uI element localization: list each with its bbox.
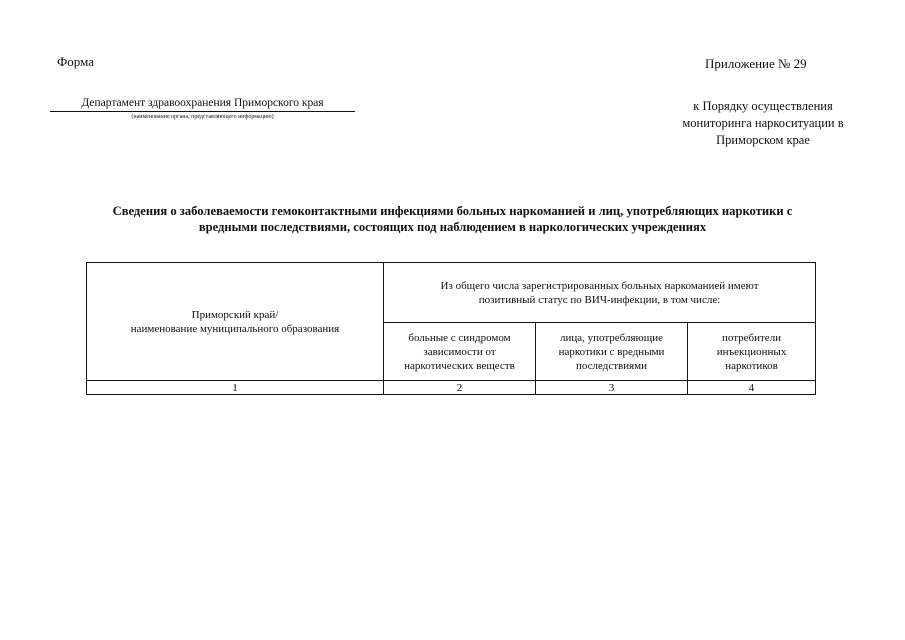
title-line-1: Сведения о заболеваемости гемоконтактными инфекциями больных наркоманией и лиц, употребляющих наркотики с [112,204,793,218]
column-number-4: 4 [688,381,816,395]
order-reference [648,98,878,149]
subheader-2-line-3: наркотических веществ [404,359,515,372]
subheader-cell-4 [688,323,816,381]
subheader-cell-3 [536,323,688,381]
appendix-label: Приложение № 29 [705,56,807,71]
table-header-row [87,263,816,323]
subheader-cell-2 [384,323,536,381]
order-line-3: Приморском крае [716,133,810,147]
subheader-4-line-3: наркотиков [725,359,778,372]
column-number-2: 2 [384,381,536,395]
column-number-3: 3 [536,381,688,395]
group-header-line-2: позитивный статус по ВИЧ-инфекции, в том числе: [478,293,721,306]
subheader-3-line-3: последствиями [575,359,648,372]
order-line-1: к Порядку осуществления [693,99,833,113]
document-title [30,203,875,235]
department-note: (наименование органа, представляющего информацию) [131,114,274,120]
subheader-2-line-1: больные с синдромом [408,331,511,344]
form-label: Форма [57,54,94,69]
subheader-3-line-2: наркотики с вредными [558,345,665,358]
column-number-1: 1 [87,381,384,395]
department-block [50,97,355,121]
region-header-cell [87,263,384,381]
group-header-line-1: Из общего числа зарегистрированных больных наркоманией имеют [440,279,759,292]
title-line-2: вредными последствиями, состоящих под наблюдением в наркологических учреждениях [198,220,707,234]
order-line-2: мониторинга наркоситуации в [682,116,844,130]
report-table [86,262,816,395]
region-header-line-2: наименование муниципального образования [130,322,340,335]
region-header-line-1: Приморский край/ [191,308,279,321]
column-number-row [87,381,816,395]
subheader-4-line-1: потребители [721,331,782,344]
group-header-cell [384,263,816,323]
subheader-3-line-1: лица, употребляющие [559,331,664,344]
subheader-2-line-2: зависимости от [423,345,496,358]
department-name: Департамент здравоохранения Приморского края [50,97,355,112]
subheader-4-line-2: инъекционных [716,345,787,358]
